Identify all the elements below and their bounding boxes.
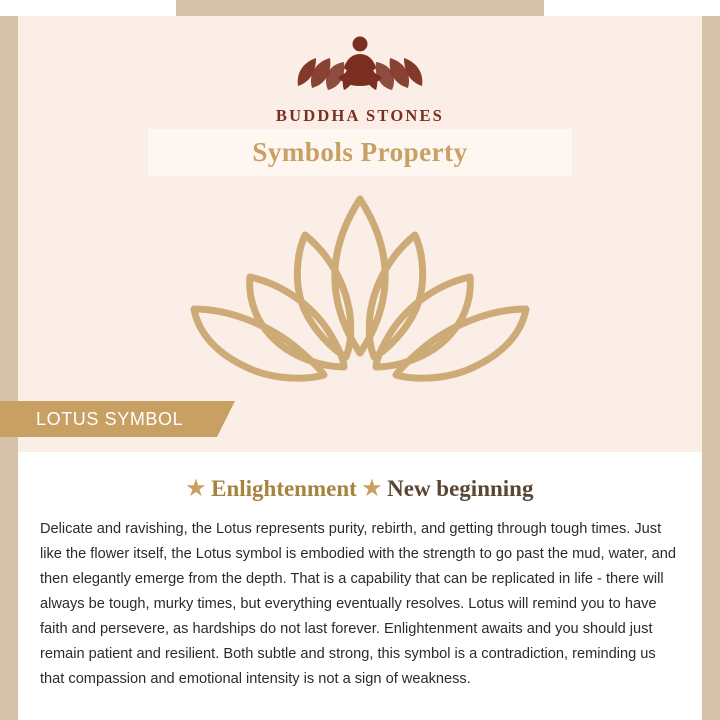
large-lotus-flower-icon [150,181,570,396]
title-banner [148,129,572,176]
headline-part-two: New beginning [387,476,534,501]
headline-part-one: Enlightenment [211,476,357,501]
page-title: Symbols Property [252,137,468,167]
lotus-symbol-ribbon [0,401,217,437]
ribbon-label: LOTUS SYMBOL [36,408,184,429]
brand-block [0,24,720,126]
corner-cut-top-left [0,0,176,16]
lotus-meditation-figure-icon [282,24,438,102]
headline [40,476,680,502]
body-paragraph: Delicate and ravishing, the Lotus represents purity, rebirth, and getting through tough times. Just like the flower itself, the Lotus symbol is embodied with the strength to go past the mud, water, and then elegantly emerge from the depth. That is a capability that can be replicated in life - there will always be tough, murky times, but everything eventually resolves. Lotus will remind you to have faith and persevere, as hardships do not last forever. Enlightenment awaits and you should just remain patient and resilient. Both subtle and strong, this symbol is a contradiction, reminding us that compassion and emotional intensity is not a sign of weakness. [40,520,676,687]
star-middle-icon: ★ [362,476,382,500]
corner-cut-top-right [544,0,720,16]
brand-name: BUDDHA STONES [275,106,445,125]
star-left-icon: ★ [186,476,206,500]
lotus-illustration [0,182,720,394]
description-panel [18,452,702,720]
